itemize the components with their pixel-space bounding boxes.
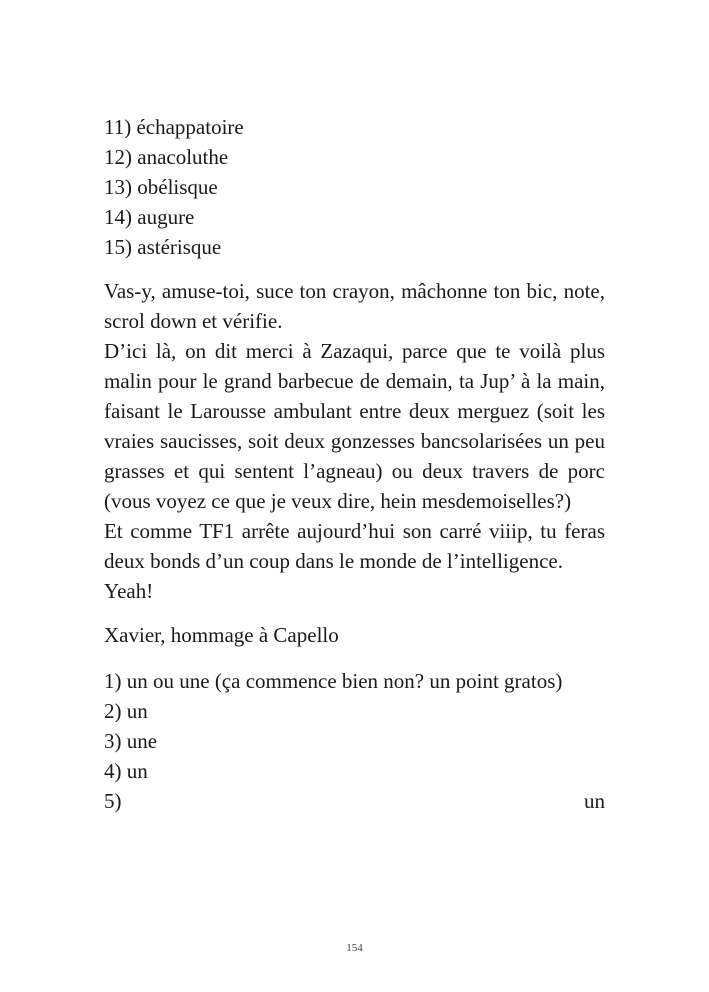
signature-line: Xavier, hommage à Capello — [104, 623, 339, 647]
list-item: 12) anacoluthe — [104, 145, 229, 169]
list-item: 3) une — [104, 729, 158, 753]
list-item — [104, 786, 605, 816]
paragraph: D’ici là, on dit merci à Zazaqui, parce que te voilà plus malin pour le grand barbecue de demain, ta Jup’ à la main, faisant le Larousse ambulant entre deux merguez (soit les vraies saucisses, soit deux gonzesses bancsolarisées un peu grasses et qui sentent l’agneau) ou deux travers de porc (vous voyez ce que je veux dire, hein mesdemoiselles?) — [104, 339, 605, 513]
paragraph: Vas-y, amuse-toi, suce ton crayon, mâchonne ton bic, note, scrol down et vérifie. — [104, 279, 605, 333]
list-item: 1) un ou une (ça commence bien non? un point gratos) — [104, 669, 563, 693]
list-item: 4) un — [104, 759, 148, 783]
list-item-answer: un — [584, 789, 605, 813]
list-item-number: 5) — [104, 789, 122, 813]
answer-list-b — [104, 666, 605, 816]
page-content — [104, 112, 605, 816]
list-item: 13) obélisque — [104, 175, 218, 199]
page-number: 154 — [346, 942, 363, 954]
list-item: 15) astérisque — [104, 235, 222, 259]
list-item: 2) un — [104, 699, 148, 723]
list-item: 11) échappatoire — [104, 115, 244, 139]
paragraph: Yeah! — [104, 579, 154, 603]
list-item: 14) augure — [104, 205, 195, 229]
paragraph: Et comme TF1 arrête aujourd’hui son carré viiip, tu feras deux bonds d’un coup dans le monde de l’intelligence. — [104, 519, 605, 573]
answer-list-a — [104, 112, 605, 262]
